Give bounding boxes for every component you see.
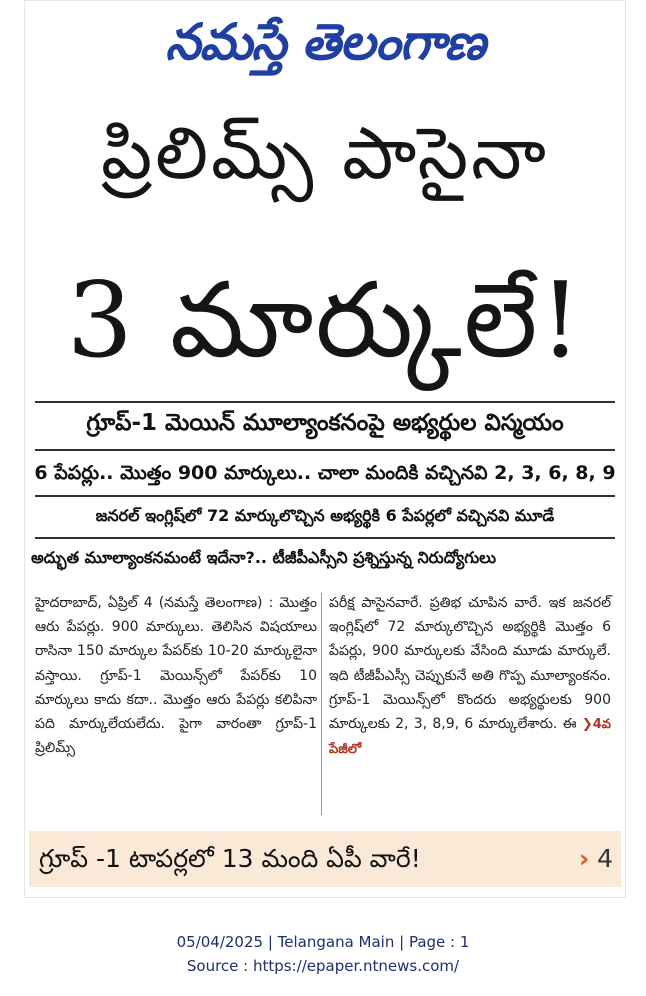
footer-date-edition: 05/04/2025 | Telangana Main | Page : 1 [176, 933, 470, 951]
footer-source: Source : https://epaper.ntnews.com/ [186, 957, 460, 975]
divider [35, 449, 615, 451]
article-text: పరీక్ష పాసైనవారే. ప్రతిభ చూపిన వారే. ఇక జనరల్ ఇంగ్లిష్‌లో 72 మార్కులొచ్చిన అభ్యర్థికి మొత్తం 6 పేపర్లు, 900 మార్కులకు వేసింది మూడు మార్కులే. ఇది టీజీపీఎస్సీ చెప్పుకునే అతి గొప్ప మూల్యాంకనం. గ్రూప్-1 మెయిన్స్‌లో కొందరు అభ్యర్థులకు 900 మార్కులకు 2, 3, 8,9, 6 మార్కులేశారు. ఈ [329, 595, 611, 733]
divider [35, 495, 615, 497]
column-divider [321, 593, 322, 815]
subheadline-1: గ్రూప్-1 మెయిన్ మూల్యాంకనంపై అభ్యర్థుల విస్మయం [86, 410, 564, 436]
related-story-title: గ్రూప్ -1 టాపర్లలో 13 మంది ఏపీ వారే! [39, 844, 421, 873]
continued-on-page: ❯4వ పేజీలో [329, 717, 612, 758]
related-story-page [579, 835, 613, 883]
newspaper-clipping [24, 0, 626, 898]
article-column-left: హైదరాబాద్, ఏప్రిల్ 4 (నమస్తే తెలంగాణ) : మొత్తం ఆరు పేపర్లు. 900 మార్కులు. తెలిసిన విషయాలు రాసినా 150 మార్కుల పేపర్‌కు 10-20 మార్కులైనా వస్తాయి. గ్రూప్-1 మెయిన్స్‌లో పేపర్‌కు 10 మార్కులు కాదు కదా.. మొత్తం ఆరు పేపర్లు కలిపినా పది మార్కులేయలేదు. పైగా వారంతా గ్రూప్-1 ప్రిలిమ్స్ [35, 595, 317, 757]
headline-line-2: 3 మార్కులే! [66, 259, 584, 381]
related-story-box [29, 831, 621, 887]
subheadline-2: 6 పేపర్లు.. మొత్తం 900 మార్కులు.. చాలా మందికి వచ్చినవి 2, 3, 6, 8, 9 [34, 462, 616, 484]
masthead-logo: నమస్తే తెలంగాణ [165, 13, 485, 71]
subheadline-3: జనరల్ ఇంగ్లిష్‌లో 72 మార్కులొచ్చిన అభ్యర్థికి 6 పేపర్లలో వచ్చినవి మూడే [95, 506, 555, 525]
related-story-page-number: 4 [597, 844, 613, 873]
headline-line-1: ప్రిలిమ్స్ పాసైనా [101, 111, 549, 195]
divider [35, 537, 615, 539]
subheadline-4: అద్భుత మూల్యాంకనమంటే ఇదేనా?.. టీజీపీఎస్సీని ప్రశ్నిస్తున్న నిరుద్యోగులు [31, 548, 497, 567]
article-column-right [329, 591, 611, 762]
chevron-right-icon: › [578, 844, 590, 873]
